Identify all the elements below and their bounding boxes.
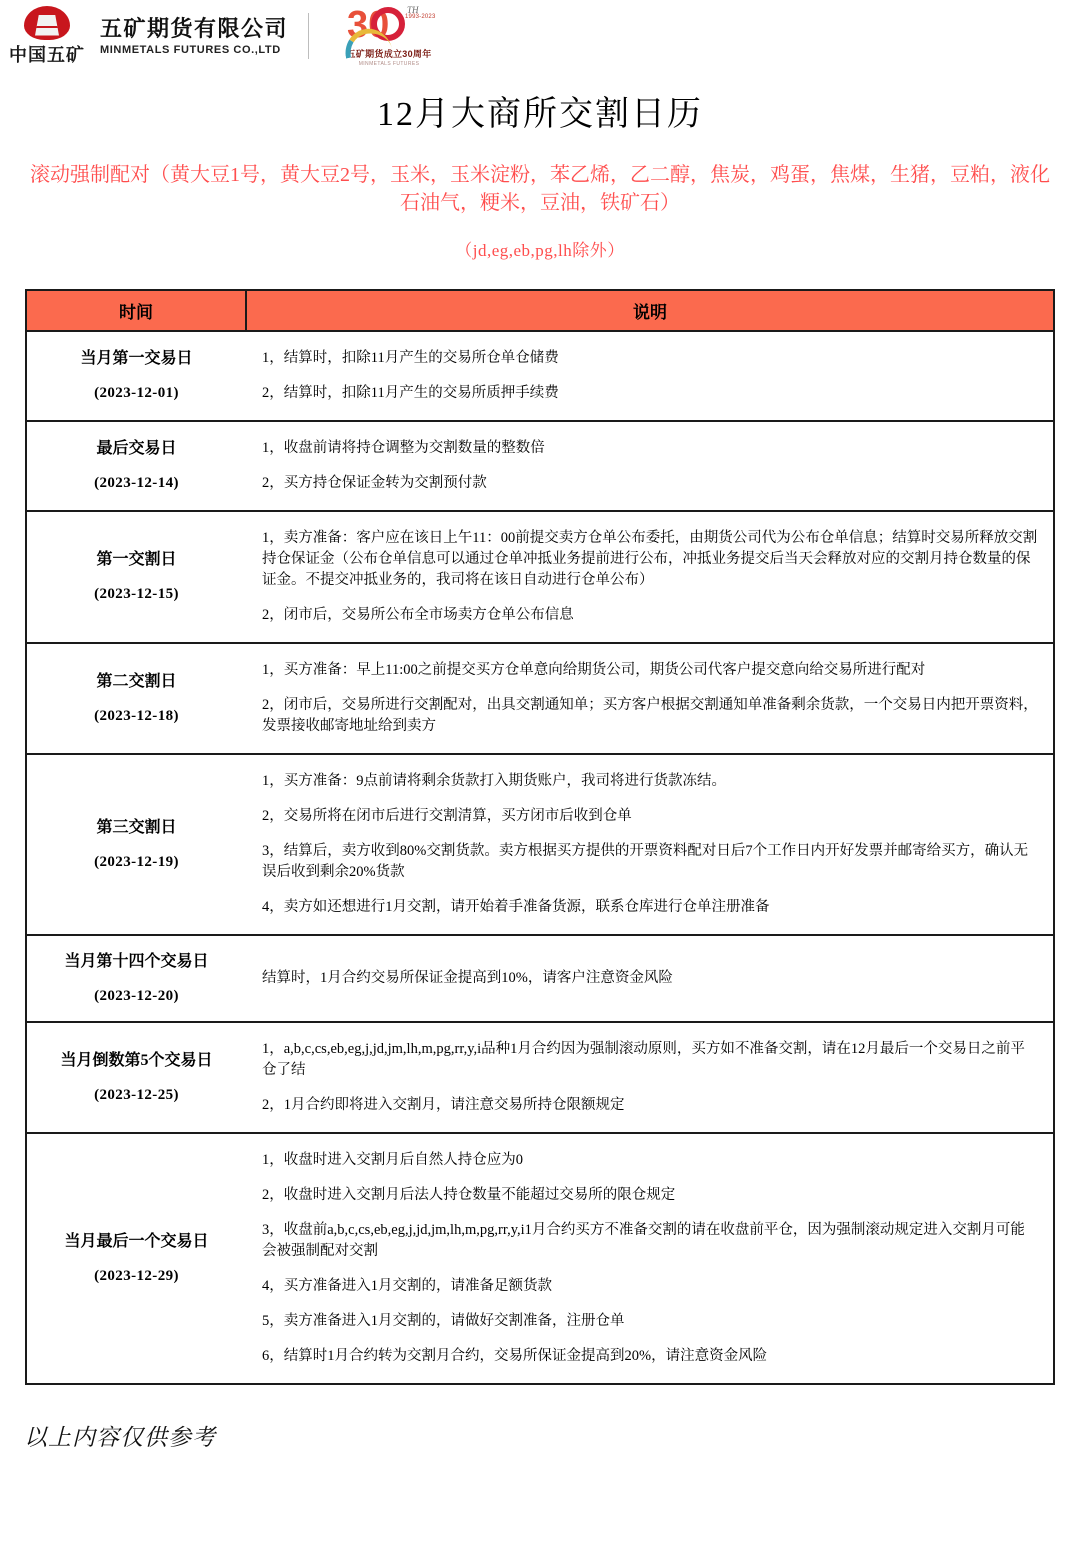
anniversary-caption: 五矿期货成立30周年	[346, 49, 432, 59]
row-time-cell	[26, 754, 246, 935]
delivery-calendar-table	[25, 289, 1055, 1386]
table-header-row	[26, 290, 1054, 331]
row-time-label: 当月第一交易日	[80, 350, 193, 368]
row-description-cell	[246, 421, 1054, 511]
row-date-label: (2023-12-29)	[94, 1268, 179, 1285]
row-time-cell	[26, 935, 246, 1022]
description-item: 1，收盘前请将持仓调整为交割数量的整数倍	[262, 439, 545, 456]
table-row	[26, 331, 1054, 421]
description-item: 2，闭市后，交易所进行交割配对，出具交割通知单；买方客户根据交割通知单准备剩余货款，一个交易日内把开票资料，发票接收邮寄地址给到卖方	[262, 696, 1038, 734]
description-item: 1，收盘时进入交割月后自然人持仓应为0	[262, 1152, 523, 1169]
row-time-cell	[26, 1133, 246, 1384]
description-item: 1，卖方准备：客户应在该日上午11：00前提交卖方仓单公布委托，由期货公司代为公布仓单信息；结算时交易所释放交割持仓保证金（公布仓单信息可以通过仓单冲抵业务提前进行公布，冲抵业务提交后当天会释放对应的交割月持仓数量的保证金。不提交冲抵业务的，我司将在该日自动进行仓单公布）	[262, 529, 1038, 588]
column-header-description: 说明	[246, 290, 1054, 331]
row-date-label: (2023-12-15)	[94, 586, 179, 603]
table-row	[26, 754, 1054, 935]
description-item: 6，结算时1月合约转为交割月合约，交易所保证金提高到20%，请注意资金风险	[262, 1348, 768, 1365]
description-item: 3，收盘前a,b,c,cs,eb,eg,j,jd,jm,lh,m,pg,rr,y,i1月合约买方不准备交割的请在收盘前平仓，因为强制滚动规定进入交割月可能会被强制配对交割	[262, 1222, 1025, 1260]
row-date-label: (2023-12-19)	[94, 854, 179, 871]
row-time-cell	[26, 331, 246, 421]
description-item: 4，卖方如还想进行1月交割，请开始着手准备货源，联系仓库进行仓单注册准备	[262, 899, 770, 916]
row-description-cell	[246, 1022, 1054, 1133]
row-date-label: (2023-12-01)	[94, 385, 179, 402]
description-item: 1，买方准备：早上11:00之前提交买方仓单意向给期货公司，期货公司代客户提交意向给交易所进行配对	[262, 661, 926, 678]
row-time-label: 最后交易日	[96, 440, 177, 458]
row-time-cell	[26, 421, 246, 511]
description-item: 1，买方准备：9点前请将剩余货款打入期货账户，我司将进行货款冻结。	[262, 772, 726, 789]
row-description-cell	[246, 511, 1054, 643]
table-row	[26, 935, 1054, 1022]
anniversary-logo	[329, 5, 449, 67]
description-item: 结算时，1月合约交易所保证金提高到10%，请客户注意资金风险	[262, 970, 673, 987]
company-name-cn: 五矿期货有限公司	[100, 16, 289, 42]
company-name-en: MINMETALS FUTURES CO.,LTD	[100, 43, 281, 56]
company-name-block	[100, 16, 288, 55]
table-row	[26, 511, 1054, 643]
brand-header	[0, 0, 1080, 72]
anniversary-mark-icon	[341, 5, 437, 47]
row-time-cell	[26, 511, 246, 643]
row-time-label: 当月第十四个交易日	[64, 953, 209, 971]
row-description-cell	[246, 1133, 1054, 1384]
description-item: 2，交易所将在闭市后进行交割清算，买方闭市后收到仓单	[262, 807, 632, 824]
row-time-label: 第二交割日	[96, 672, 177, 690]
row-time-label: 第一交割日	[96, 551, 177, 569]
subtitle-exclusions: （jd,eg,eb,pg,lh除外）	[455, 240, 625, 260]
column-header-time: 时间	[26, 290, 246, 331]
table-row	[26, 1133, 1054, 1384]
anniversary-th-label: TH	[407, 5, 419, 15]
subtitle-rolling-pairing: 滚动强制配对（黄大豆1号，黄大豆2号，玉米，玉米淀粉，苯乙烯，乙二醇，焦炭，鸡蛋，焦煤，生猪，豆粕，液化石油气，粳米，豆油，铁矿石）	[30, 164, 1050, 215]
row-date-label: (2023-12-14)	[94, 475, 179, 492]
row-description-cell	[246, 331, 1054, 421]
description-item: 2，收盘时进入交割月后法人持仓数量不能超过交易所的限仓规定	[262, 1187, 676, 1204]
anniversary-number: 30	[347, 4, 390, 46]
row-date-label: (2023-12-25)	[94, 1087, 179, 1104]
row-description-cell	[246, 935, 1054, 1022]
anniversary-years-label: 1993-2023	[405, 14, 436, 20]
header-divider	[308, 13, 309, 59]
row-time-label: 当月最后一个交易日	[64, 1233, 209, 1251]
row-time-cell	[26, 1022, 246, 1133]
row-time-cell	[26, 643, 246, 754]
group-name-label: 中国五矿	[9, 44, 85, 65]
description-item: 4，买方准备进入1月交割的，请准备足额货款	[262, 1278, 552, 1295]
row-date-label: (2023-12-20)	[94, 988, 179, 1005]
table-row	[26, 1022, 1054, 1133]
table-body	[26, 331, 1054, 1385]
description-item: 1，结算时，扣除11月产生的交易所仓单仓储费	[262, 349, 559, 366]
description-item: 2，1月合约即将进入交割月，请注意交易所持仓限额规定	[262, 1097, 625, 1114]
description-item: 5，卖方准备进入1月交割的，请做好交割准备，注册仓单	[262, 1313, 625, 1330]
minmetals-group-logo	[8, 6, 86, 67]
description-item: 1，a,b,c,cs,eb,eg,j,jd,jm,lh,m,pg,rr,y,i品种1月合约因为强制滚动原则，买方如不准备交割，请在12月最后一个交易日之前平仓了结	[262, 1041, 1025, 1079]
anniversary-subcaption: MINMETALS FUTURES	[358, 61, 420, 67]
table-row	[26, 421, 1054, 511]
description-item: 2，闭市后，交易所公布全市场卖方仓单公布信息	[262, 606, 574, 623]
description-item: 2，结算时，扣除11月产生的交易所质押手续费	[262, 384, 559, 401]
table-row	[26, 643, 1054, 754]
minmetals-emblem-icon	[24, 6, 70, 40]
description-item: 2，买方持仓保证金转为交割预付款	[262, 474, 487, 491]
row-description-cell	[246, 643, 1054, 754]
description-item: 3，结算后，卖方收到80%交割货款。卖方根据买方提供的开票资料配对日后7个工作日内开好发票并邮寄给买方，确认无误后收到剩余20%货款	[262, 842, 1029, 880]
footnote: 以上内容仅供参考	[24, 1425, 216, 1451]
row-time-label: 当月倒数第5个交易日	[60, 1052, 213, 1070]
row-time-label: 第三交割日	[96, 818, 177, 836]
row-description-cell	[246, 754, 1054, 935]
row-date-label: (2023-12-18)	[94, 708, 179, 725]
page-title: 12月大商所交割日历	[377, 96, 703, 133]
